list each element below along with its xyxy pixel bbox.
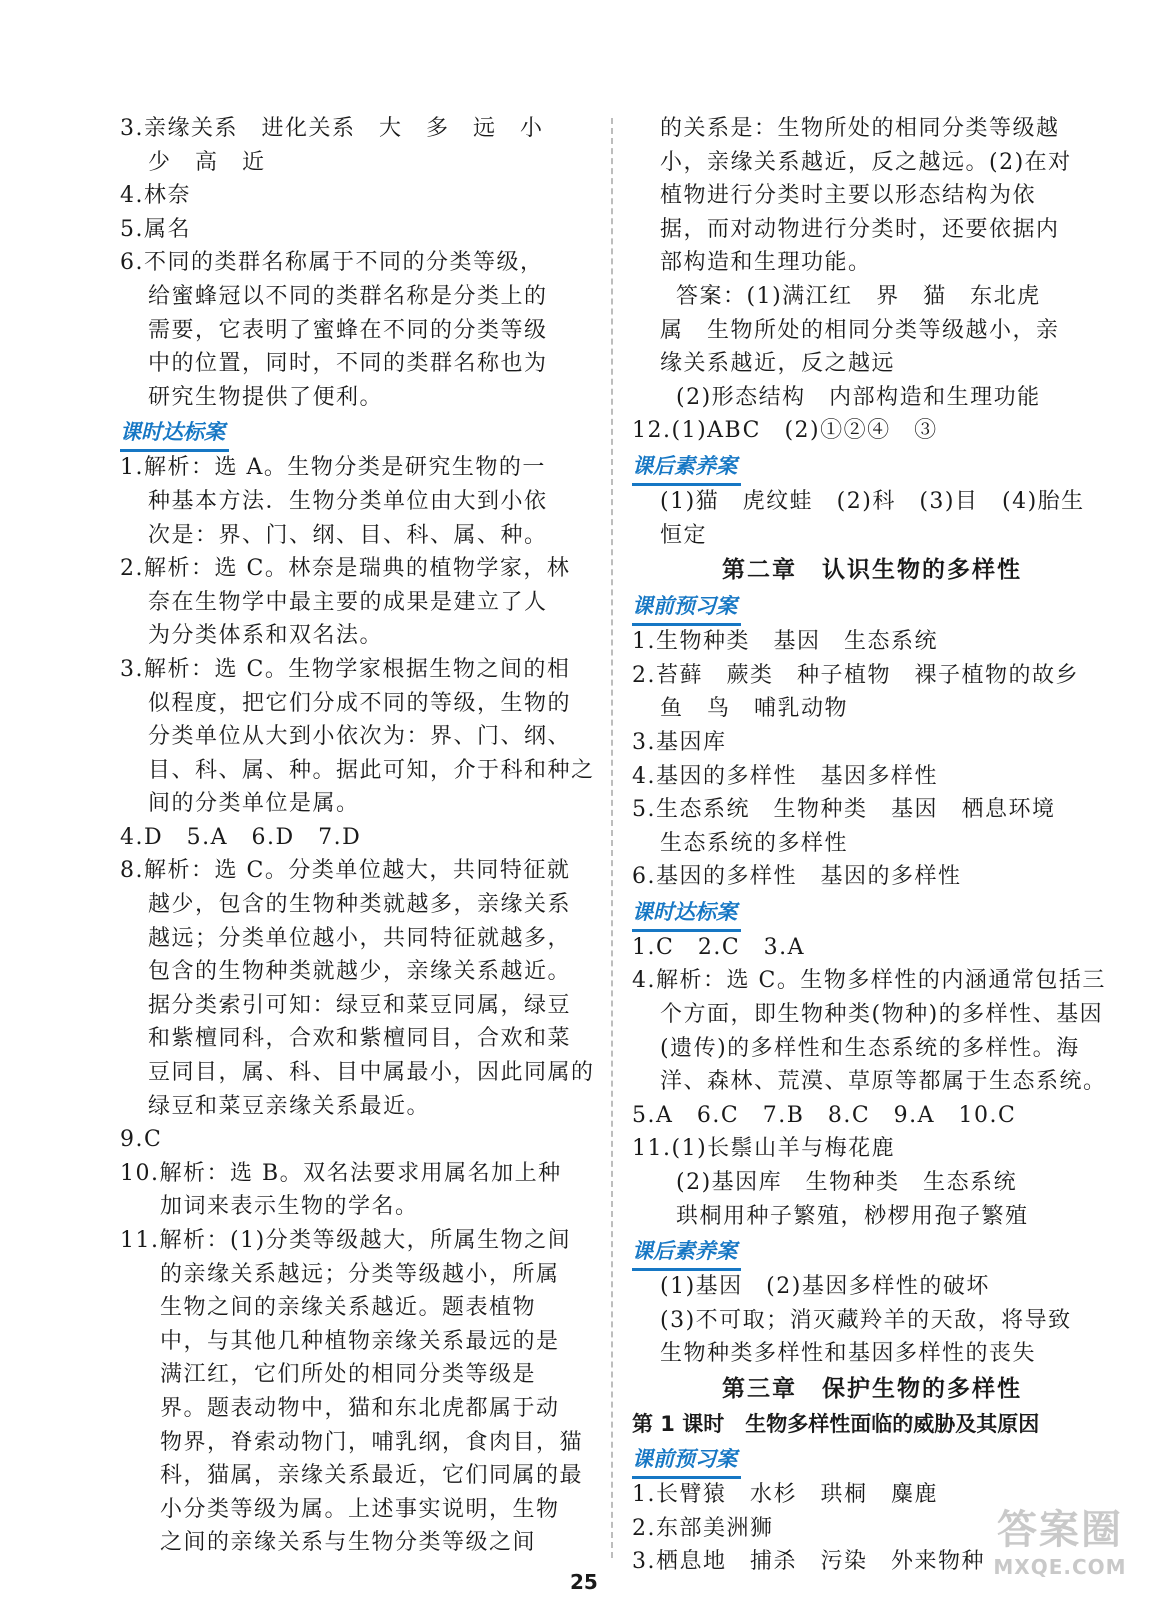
answer-line: (2)基因库 生物种类 生态系统	[676, 1170, 1018, 1196]
chapter-title: 第二章 认识生物的多样性	[722, 557, 1022, 584]
right-column	[632, 112, 1112, 1579]
answer-line: 包含的生物种类就越少，亲缘关系越近。	[148, 959, 572, 985]
column-divider	[611, 118, 613, 1558]
answer-line: (3)不可取；消灭藏羚羊的天敌，将导致	[660, 1307, 1072, 1333]
answer-line: 个方面，即生物种类(物种)的多样性、基因	[660, 1002, 1104, 1028]
answer-line: 小分类等级为属。上述事实说明，生物	[160, 1496, 560, 1522]
answer-line: 4.林奈	[120, 183, 191, 209]
watermark-url: MXQE.COM	[993, 1555, 1127, 1579]
answer-line: 目、科、属、种。据此可知，介于科和种之	[148, 757, 595, 783]
answer-line: 物界，脊索动物门，哺乳纲，食肉目，猫	[160, 1429, 584, 1455]
answer-line: 的关系是：生物所处的相同分类等级越	[660, 116, 1060, 141]
answer-line: 4.基因的多样性 基因多样性	[632, 763, 938, 789]
answer-line: 之间的亲缘关系与生物分类等级之间	[160, 1530, 537, 1556]
left-column	[120, 112, 595, 1560]
answer-line: (遗传)的多样性和生态系统的多样性。海	[660, 1035, 1080, 1061]
answer-line: 5.属名	[120, 216, 191, 242]
answer-line: (1)猫 虎纹蛙 (2)科 (3)目 (4)胎生	[660, 488, 1085, 514]
section-heading: 课前预习案	[632, 589, 741, 626]
answer-line: 珙桐用种子繁殖，桫椤用孢子繁殖	[676, 1203, 1029, 1229]
section-heading: 课后素养案	[632, 1234, 741, 1271]
answer-line: 1.C 2.C 3.A	[632, 934, 806, 960]
answer-line: (2)形态结构 内部构造和生理功能	[676, 384, 1041, 410]
answer-line: 似程度，把它们分成不同的等级，生物的	[148, 690, 572, 716]
answer-line: 豆同目，属、科、目中属最小，因此同属的	[148, 1060, 595, 1086]
answer-line: 3.基因库	[632, 729, 727, 755]
watermark	[975, 1505, 1145, 1585]
answer-line: 为分类体系和双名法。	[148, 623, 384, 649]
answer-line: 需要，它表明了蜜蜂在不同的分类等级	[148, 317, 548, 343]
answer-line: 和紫檀同科，合欢和紫檀同目，合欢和菜	[148, 1026, 572, 1052]
answer-line: 11.解析：(1)分类等级越大，所属生物之间	[120, 1228, 572, 1253]
answer-line: 生态系统的多样性	[660, 830, 849, 856]
answer-line: 间的分类单位是属。	[148, 791, 360, 817]
answer-line: 4.解析：选 C。生物多样性的内涵通常包括三	[632, 968, 1106, 994]
answer-line: 加词来表示生物的学名。	[160, 1194, 419, 1220]
answer-line: 次是：界、门、纲、目、科、属、种。	[148, 522, 548, 548]
section-heading: 课时达标案	[120, 415, 229, 452]
answer-line: 据分类索引可知：绿豆和菜豆同属，绿豆	[148, 992, 572, 1018]
answer-line: 植物进行分类时主要以形态结构为依	[660, 183, 1037, 209]
answer-line: (1)基因 (2)基因多样性的破坏	[660, 1274, 990, 1300]
lesson-title: 第 1 课时 生物多样性面临的威胁及其原因	[632, 1412, 1040, 1436]
answer-line: 5.A 6.C 7.B 8.C 9.A 10.C	[632, 1102, 1017, 1128]
answer-line: 科，猫属，亲缘关系最近，它们同属的最	[160, 1463, 584, 1489]
answer-line: 8.解析：选 C。分类单位越大，共同特征就	[120, 858, 571, 884]
answer-line: 满江红，它们所处的相同分类等级是	[160, 1362, 537, 1388]
answer-line: 给蜜蜂冠以不同的类群名称是分类上的	[148, 283, 548, 309]
answer-line: 种基本方法．生物分类单位由大到小依	[148, 488, 548, 514]
answer-line: 缘关系越近，反之越远	[660, 351, 896, 377]
answer-line: 生物之间的亲缘关系越近。题表植物	[160, 1295, 537, 1321]
page-number: 25	[570, 1570, 598, 1594]
answer-line: 少 高 近	[148, 149, 266, 175]
answer-line: 小，亲缘关系越近，反之越远。(2)在对	[660, 149, 1072, 175]
answer-line: 10.解析：选 B。双名法要求用属名加上种	[120, 1160, 562, 1186]
chapter-title: 第三章 保护生物的多样性	[722, 1376, 1022, 1402]
answer-line: 恒定	[660, 522, 708, 548]
watermark-logo: 答案圈	[997, 1507, 1123, 1553]
answer-line: 奈在生物学中最主要的成果是建立了人	[148, 589, 548, 615]
answer-line: 绿豆和菜豆亲缘关系最近。	[148, 1093, 431, 1119]
answer-line: 界。题表动物中，猫和东北虎都属于动	[160, 1395, 560, 1421]
answer-line: 3.栖息地 捕杀 污染 外来物种	[632, 1549, 985, 1575]
answer-line: 中的位置，同时，不同的类群名称也为	[148, 351, 548, 377]
answer-line: 2.解析：选 C。林奈是瑞典的植物学家，林	[120, 556, 571, 582]
answer-line: 9.C	[120, 1127, 163, 1153]
answer-line: 6.基因的多样性 基因的多样性	[632, 864, 962, 890]
answer-line: 4.D 5.A 6.D 7.D	[120, 824, 362, 850]
answer-line: 12.(1)ABC (2)①②④ ③	[632, 418, 938, 444]
answer-line: 2.东部美洲狮	[632, 1515, 774, 1541]
answer-line: 1.生物种类 基因 生态系统	[632, 629, 938, 655]
answer-line: 据，而对动物进行分类时，还要依据内	[660, 216, 1060, 242]
answer-line: 部构造和生理功能。	[660, 250, 872, 276]
answer-line: 研究生物提供了便利。	[148, 384, 384, 410]
answer-line: 洋、森林、荒漠、草原等都属于生态系统。	[660, 1069, 1107, 1095]
answer-line: 3.亲缘关系 进化关系 大 多 远 小	[120, 116, 544, 141]
answer-line: 的亲缘关系越远；分类等级越小，所属	[160, 1261, 560, 1287]
answer-line: 答案：(1)满江红 界 猫 东北虎	[676, 283, 1041, 309]
answer-line: 中，与其他几种植物亲缘关系最远的是	[160, 1328, 560, 1354]
section-heading: 课后素养案	[632, 449, 741, 486]
section-heading: 课时达标案	[632, 895, 741, 932]
answer-line: 1.长臂猿 水杉 珙桐 麋鹿	[632, 1482, 938, 1507]
answer-line: 生物种类多样性和基因多样性的丧失	[660, 1341, 1037, 1367]
answer-line: 越少，包含的生物种类就越多，亲缘关系	[148, 892, 572, 918]
answer-line: 1.解析：选 A。生物分类是研究生物的一	[120, 455, 546, 481]
answer-line: 属 生物所处的相同分类等级越小，亲	[660, 317, 1060, 343]
answer-line: 11.(1)长鬃山羊与梅花鹿	[632, 1136, 896, 1162]
answer-line: 6.不同的类群名称属于不同的分类等级，	[120, 250, 544, 276]
answer-line: 鱼 鸟 哺乳动物	[660, 696, 849, 722]
answer-line: 5.生态系统 生物种类 基因 栖息环境	[632, 797, 1056, 823]
answer-line: 3.解析：选 C。生物学家根据生物之间的相	[120, 656, 571, 682]
answer-line: 分类单位从大到小依次为：界、门、纲、	[148, 724, 572, 750]
answer-line: 2.苔藓 蕨类 种子植物 裸子植物的故乡	[632, 662, 1079, 688]
answer-line: 越远；分类单位越小，共同特征就越多，	[148, 925, 572, 951]
section-heading: 课前预习案	[632, 1442, 741, 1479]
